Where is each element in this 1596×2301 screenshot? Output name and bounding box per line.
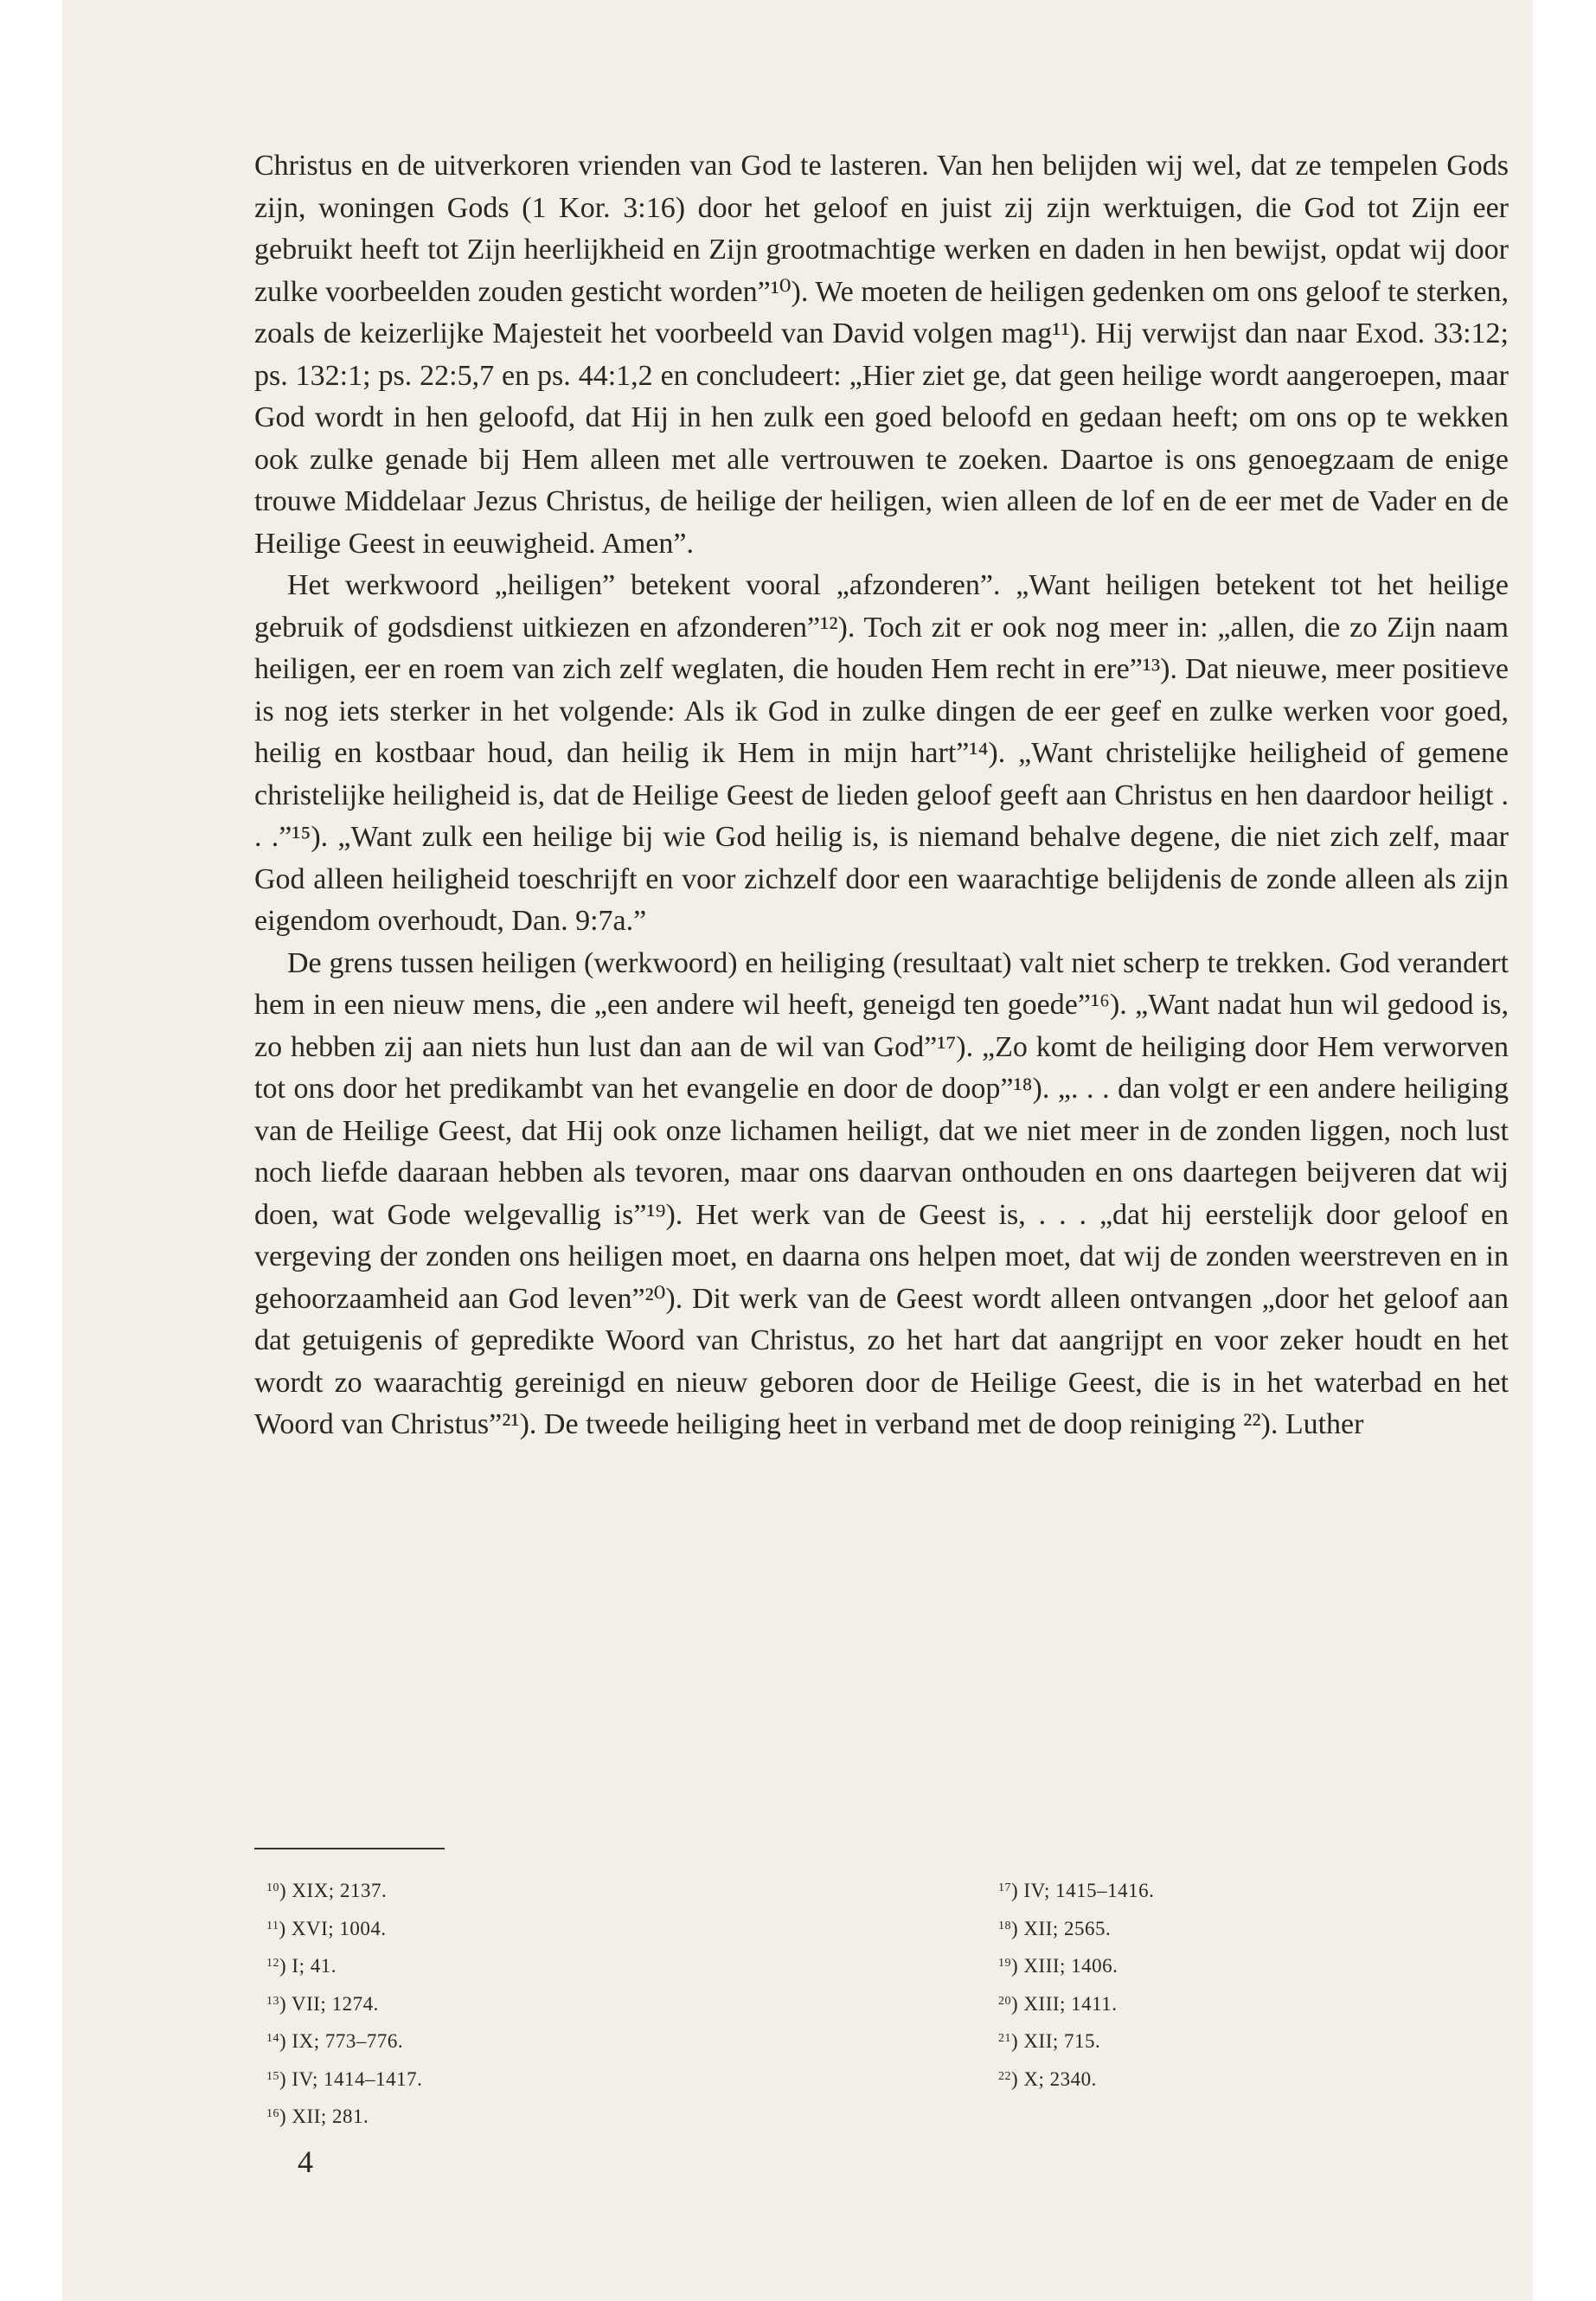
footnote: $^{19}$) XIII; 1406. — [998, 1955, 1118, 1977]
footnote-divider — [254, 1848, 445, 1849]
footnote: $^{17}$) IV; 1415–1416. — [998, 1880, 1155, 1901]
paragraph-2: Het werkwoord „heiligen” betekent vooral „afzonderen”. „Want heiligen betekent tot het heilige gebruik of godsdienst uitkiezen en afzonderen”¹²). Toch zit er ook nog meer in: „allen, die zo Zijn naam heiligen, eer en roem van zich zelf weglaten, die houden Hem recht in ere”¹³). Dat nieuwe, meer positieve is nog iets sterker in het volgende: Als ik God in zulke dingen de eer geef en zulke werken voor goed, heilig en kostbaar houd, dan heilig ik Hem in mijn hart”¹⁴). „Want christelijke heiligheid of gemene christelijke heiligheid is, dat de Heilige Geest de lieden geloof geeft aan Christus en hen daardoor heiligt . . .”¹⁵). „Want zulk een heilige bij wie God heilig is, is niemand behalve degene, die niet zich zelf, maar God alleen heiligheid toeschrijft en voor zichzelf door een waarachtige belijdenis de zonde alleen als zijn eigendom overhoudt, Dan. 9:7a.” — [254, 569, 1509, 937]
footnote: $^{10}$) XIX; 2137. — [266, 1880, 388, 1901]
footnote: $^{12}$) I; 41. — [266, 1955, 337, 1977]
footnote: $^{16}$) XII; 281. — [266, 2106, 369, 2127]
footnotes-right-column — [998, 1871, 1154, 2097]
body-text — [254, 145, 1509, 1446]
footnotes-left-column — [266, 1871, 422, 2135]
paragraph-1: Christus en de uitverkoren vrienden van God te lasteren. Van hen belijden wij wel, dat ze tempelen Gods zijn, woningen Gods (1 Kor. 3:16) door het geloof en juist zij zijn werktuigen, die God tot Zijn eer gebruikt heeft tot Zijn heerlijkheid en Zijn grootmachtige werken en daden in hen bewijst, opdat wij door zulke voorbeelden zouden gesticht worden”¹⁰). We moeten de heiligen gedenken om ons geloof te sterken, zoals de keizerlijke Majesteit het voorbeeld van David volgen mag¹¹). Hij verwijst dan naar Exod. 33:12; ps. 132:1; ps. 22:5,7 en ps. 44:1,2 en concludeert: „Hier ziet ge, dat geen heilige wordt aangeroepen, maar God wordt in hen geloofd, dat Hij in hen zulk een goed beloofd en gedaan heeft; om ons op te wekken ook zulke genade bij Hem alleen met alle vertrouwen te zoeken. Daartoe is ons genoegzaam de enige trouwe Middelaar Jezus Christus, de heilige der heiligen, wien alleen de lof en de eer met de Vader en de Heilige Geest in eeuwigheid. Amen”. — [254, 150, 1509, 560]
footnote: $^{20}$) XIII; 1411. — [998, 1992, 1118, 2015]
footnote: $^{14}$) IX; 773–776. — [266, 2030, 404, 2052]
paragraph-3: De grens tussen heiligen (werkwoord) en heiliging (resultaat) valt niet scherp te trekken. God verandert hem in een nieuw mens, die „een andere wil heeft, geneigd ten goede”¹⁶). „Want nadat hun wil gedood is, zo hebben zij aan niets hun lust dan aan de wil van God”¹⁷). „Zo komt de heiliging door Hem verworven tot ons door het predikambt van het evangelie en door de doop”¹⁸). „. . . dan volgt er een andere heiliging van de Heilige Geest, dat Hij ook onze lichamen heiligt, dat we niet meer in de zonden liggen, noch lust noch liefde daaraan hebben als tevoren, maar ons daarvan onthouden en ons daartegen beijveren dat wij doen, wat Gode welgevallig is”¹⁹). Het werk van de Geest is, . . . „dat hij eerstelijk door geloof en vergeving der zonden ons heiligen moet, en daarna ons helpen moet, dat wij de zonden weerstreven en in gehoorzaamheid aan God leven”²⁰). Dit werk van de Geest wordt alleen ontvangen „door het geloof aan dat getuigenis of gepredikte Woord van Christus, zo het hart dat aangrijpt en voor zeker houdt en het wordt zo waarachtig gereinigd en nieuw geboren door de Heilige Geest, die is in het waterbad en het Woord van Christus”²¹). De tweede heiliging heet in verband met de doop reiniging ²²). Luther — [254, 946, 1509, 1440]
footnote: $^{11}$) XVI; 1004. — [266, 1917, 387, 1939]
footnote: $^{18}$) XII; 2565. — [998, 1917, 1112, 1939]
footnote: $^{21}$) XII; 715. — [998, 2030, 1101, 2052]
book-page — [62, 0, 1533, 2301]
footnote: $^{13}$) VII; 1274. — [266, 1992, 379, 2015]
footnote: $^{22}$) X; 2340. — [998, 2067, 1097, 2090]
footnote: $^{15}$) IV; 1414–1417. — [266, 2067, 423, 2090]
page-number: 4 — [298, 2144, 313, 2179]
